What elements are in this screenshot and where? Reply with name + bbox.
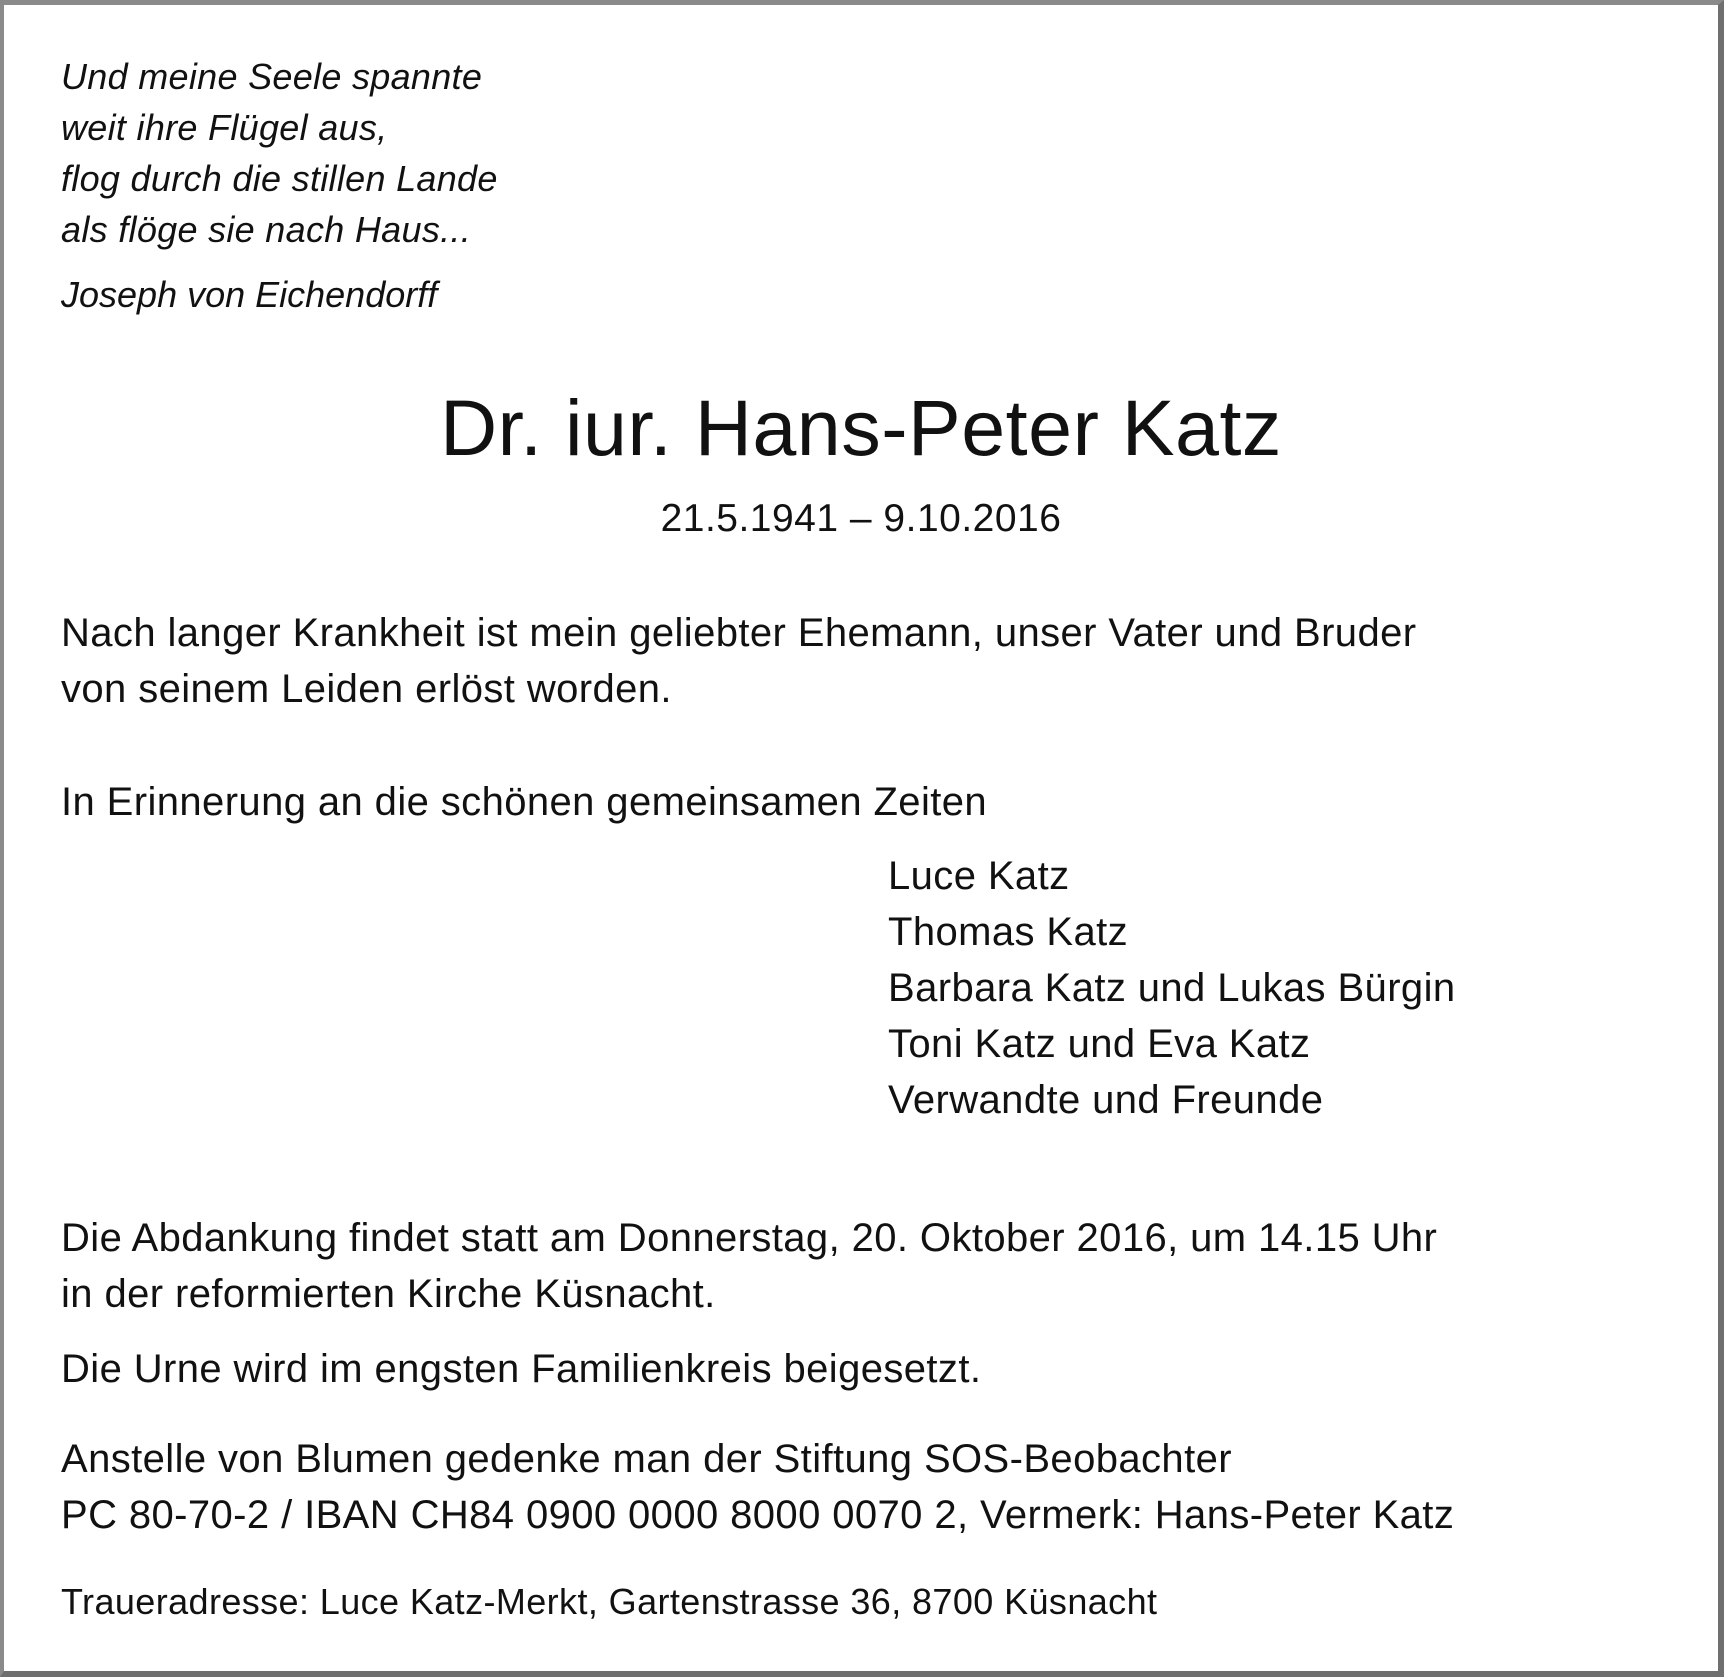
- donation-info: [61, 1431, 1454, 1543]
- announcement-line: Nach langer Krankheit ist mein geliebter Ehemann, unser Vater und Bruder: [61, 611, 1417, 655]
- mourners-list: [888, 848, 1456, 1128]
- life-dates: 21.5.1941 – 9.10.2016: [660, 497, 1062, 540]
- poem-line: weit ihre Flügel aus,: [61, 107, 388, 148]
- mourner-name: Luce Katz: [888, 854, 1070, 898]
- mourner-name: Barbara Katz und Lukas Bürgin: [888, 966, 1456, 1010]
- poem-author: Joseph von Eichendorff: [61, 274, 438, 315]
- ceremony-line: Die Abdankung findet statt am Donnerstag, 20. Oktober 2016, um 14.15 Uhr: [61, 1216, 1438, 1260]
- mourner-name: Toni Katz und Eva Katz: [888, 1022, 1311, 1066]
- poem-line: flog durch die stillen Lande: [61, 158, 498, 199]
- announcement-line: von seinem Leiden erlöst worden.: [61, 667, 672, 711]
- poem: [61, 51, 498, 255]
- poem-line: als flöge sie nach Haus...: [61, 209, 472, 250]
- mourner-name: Thomas Katz: [888, 910, 1129, 954]
- donation-line: Anstelle von Blumen gedenke man der Stiftung SOS-Beobachter: [61, 1437, 1232, 1481]
- memory-line: In Erinnerung an die schönen gemeinsamen Zeiten: [61, 780, 988, 824]
- announcement-text: [61, 605, 1416, 717]
- donation-bank-details: PC 80-70-2 / IBAN CH84 0900 0000 8000 0070 2, Vermerk: Hans-Peter Katz: [61, 1493, 1455, 1537]
- mourner-name: Verwandte und Freunde: [888, 1078, 1324, 1122]
- urn-note: Die Urne wird im engsten Familienkreis beigesetzt.: [61, 1347, 982, 1391]
- ceremony-line: in der reformierten Kirche Küsnacht.: [61, 1272, 716, 1316]
- mourning-address: Traueradresse: Luce Katz-Merkt, Gartenstrasse 36, 8700 Küsnacht: [61, 1581, 1158, 1622]
- ceremony-info: [61, 1210, 1437, 1322]
- deceased-name: Dr. iur. Hans-Peter Katz: [440, 383, 1282, 472]
- poem-line: Und meine Seele spannte: [61, 56, 483, 97]
